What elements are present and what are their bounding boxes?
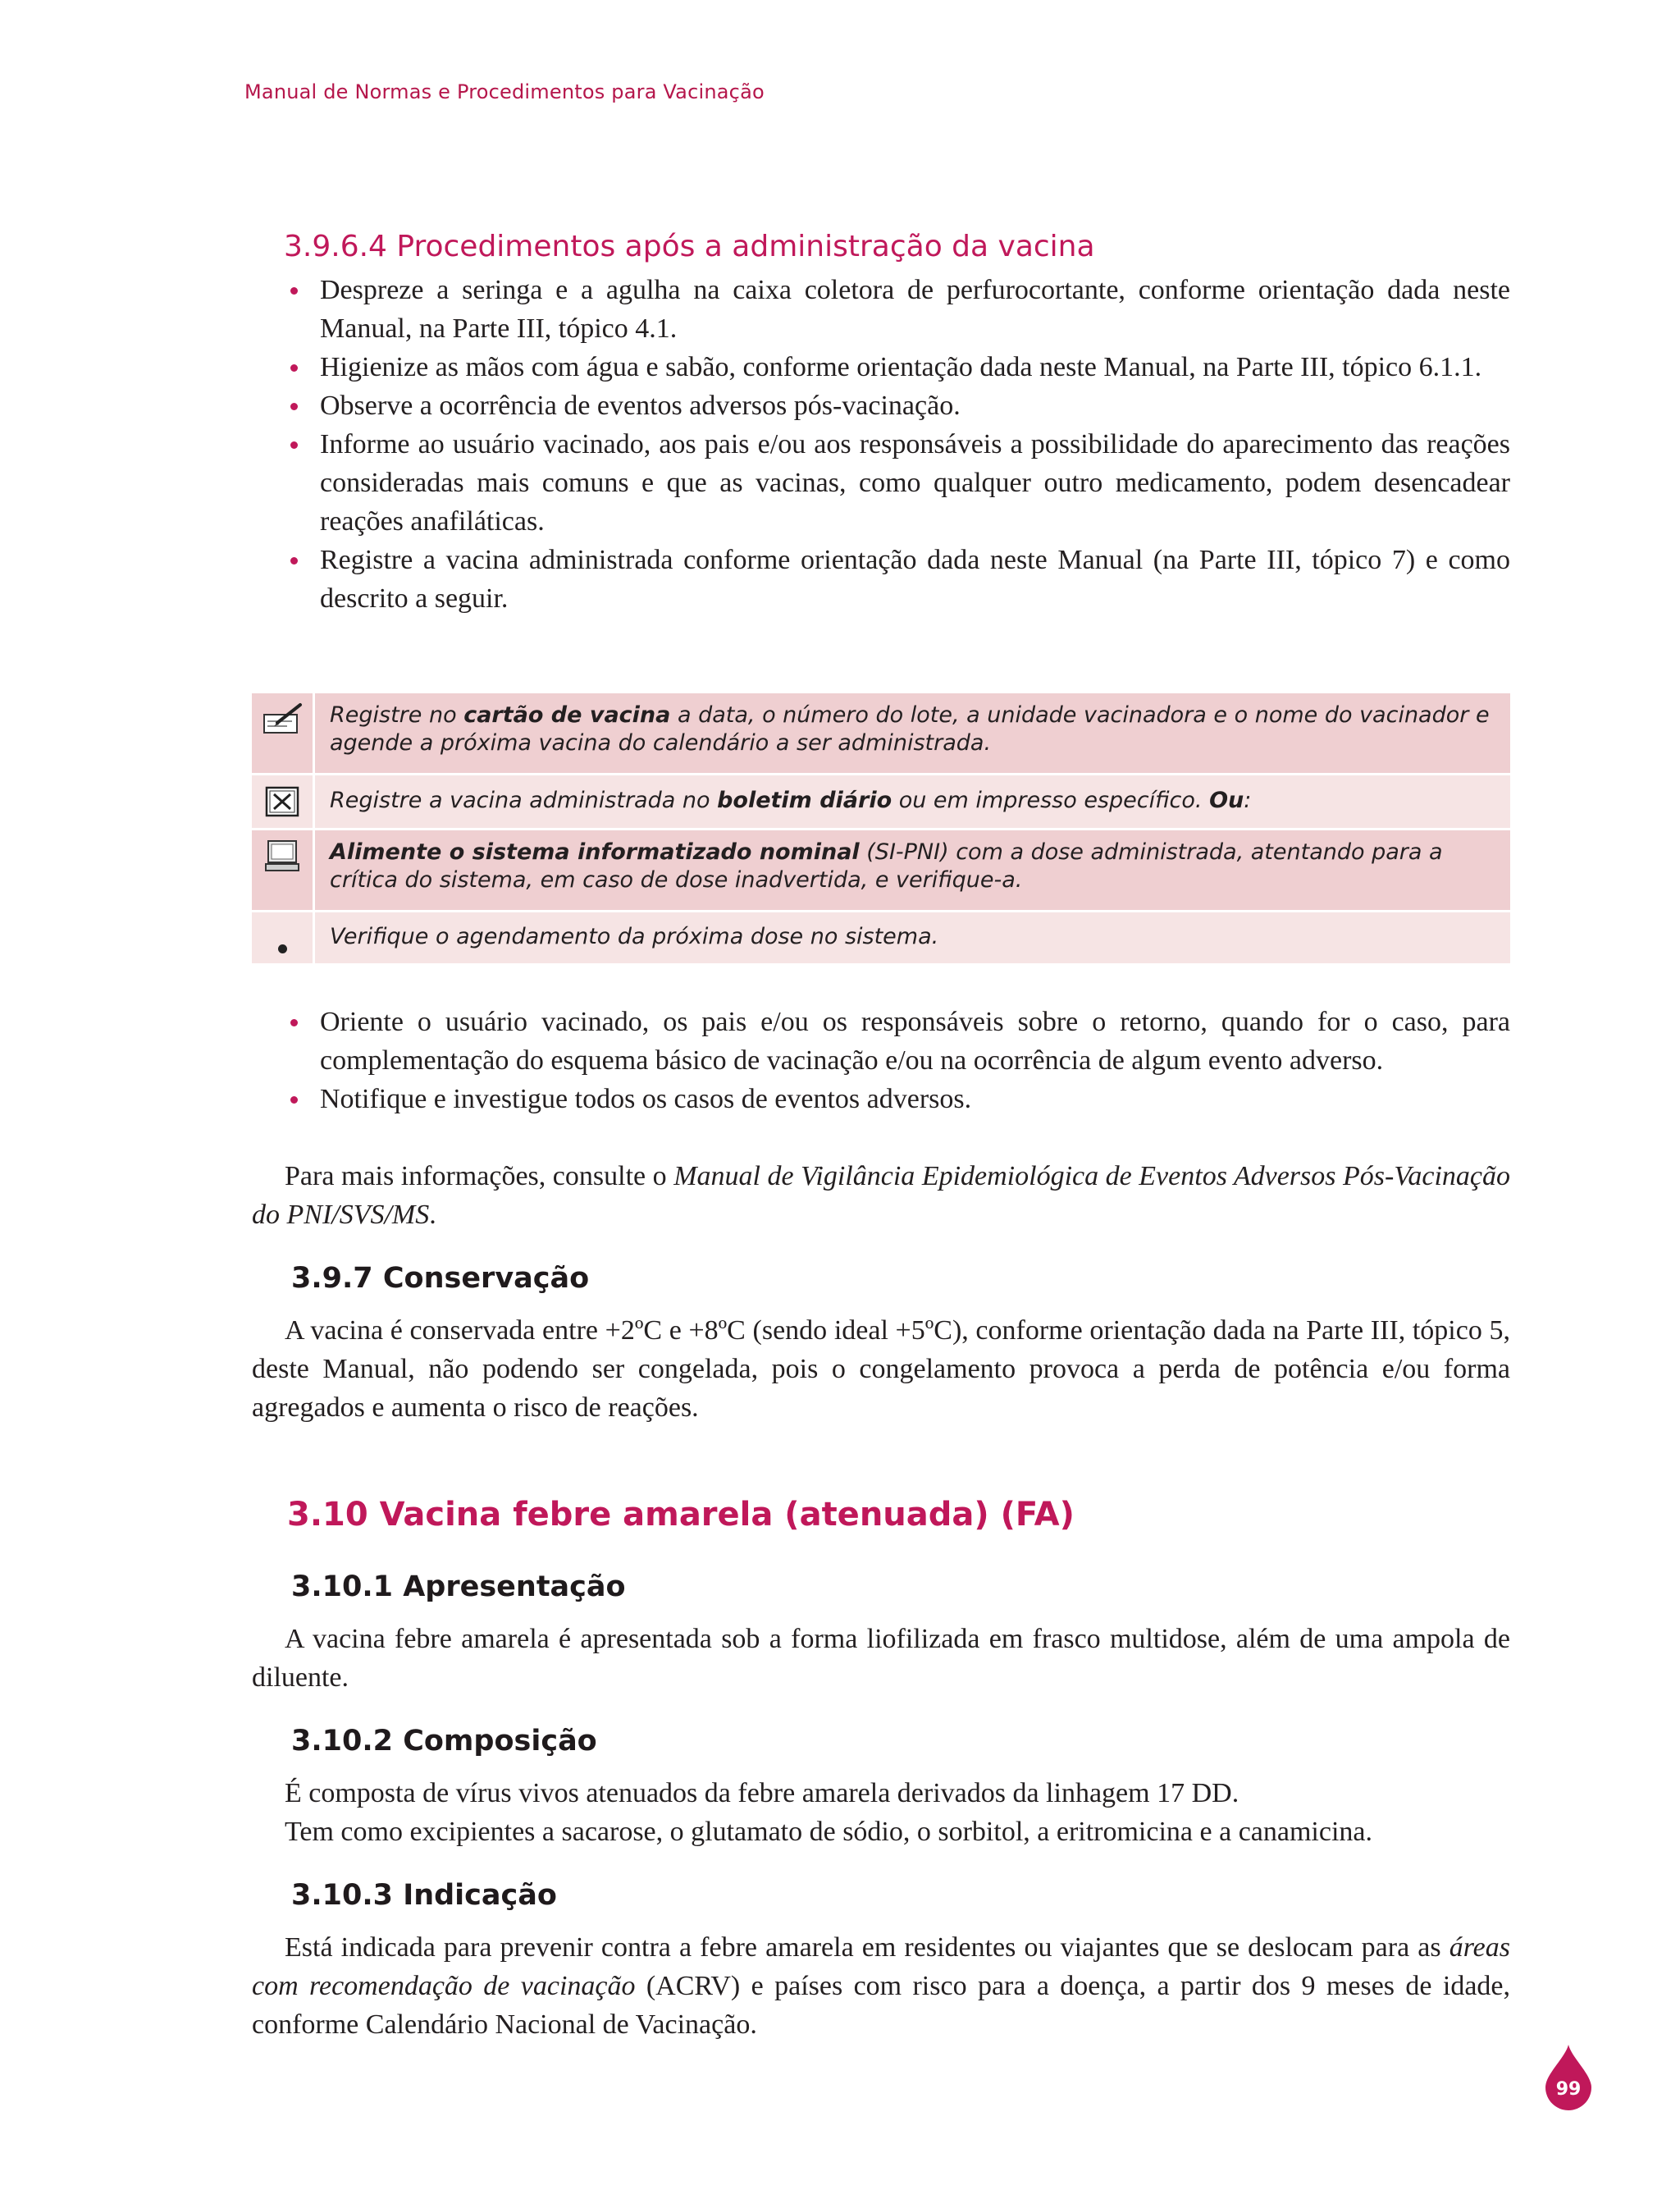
pen-writing-icon <box>259 702 305 736</box>
section-heading-3964: 3.9.6.4 Procedimentos após a administração da vacina <box>284 230 1095 263</box>
section-heading-3102: 3.10.2 Composição <box>291 1725 597 1758</box>
indicacao-paragraph: Está indicada para prevenir contra a febre amarela em residentes ou viajantes que se deslocam para as áreas com recomendação de vacinação (ACRV) e países com risco para a doença, a partir dos 9 meses de idade, conforme Calendário Nacional de Vacinação. <box>252 1932 1510 2040</box>
list-item: Despreze a seringa e a agulha na caixa coletora de perfurocortante, conforme orientação dada neste Manual, na Parte III, tópico 4.1. <box>284 271 1510 348</box>
drop-icon <box>1545 2045 1591 2110</box>
list-item: Observe a ocorrência de eventos adversos pós-vacinação. <box>284 386 1510 425</box>
bullet-icon <box>278 944 287 953</box>
page-number: 99 <box>1555 2079 1582 2100</box>
section-heading-3101: 3.10.1 Apresentação <box>291 1570 626 1603</box>
conservacao-paragraph: A vacina é conservada entre +2ºC e +8ºC (sendo ideal +5ºC), conforme orientação dada na Parte III, tópico 5, deste Manual, não podendo ser congelada, pois o congelamento provoca a perda de potência e/ou forma agregados e aumenta o risco de reações. <box>252 1315 1510 1423</box>
bullet-icon <box>290 364 298 372</box>
section-heading-397: 3.9.7 Conservação <box>291 1262 590 1295</box>
section-heading-3103: 3.10.3 Indicação <box>291 1879 557 1912</box>
registration-row-sistema: Alimente o sistema informatizado nominal (SI-PNI) com a dose administrada, atentando para a crítica do sistema, em caso de dose inadvertida, e verifique-a. <box>252 830 1510 912</box>
registration-row-card: Registre no cartão de vacina a data, o número do lote, a unidade vacinadora e o nome do vacinador e agende a próxima vacina do calendário a ser administrada. <box>252 693 1510 775</box>
list-item: Oriente o usuário vacinado, os pais e/ou os responsáveis sobre o retorno, quando for o caso, para complementação do esquema básico de vacinação e/ou na ocorrência de algum evento adverso. <box>284 1003 1510 1080</box>
list-item: Higienize as mãos com água e sabão, conforme orientação dada neste Manual, na Parte III, tópico 6.1.1. <box>284 348 1510 386</box>
checkbox-x-icon <box>263 785 301 818</box>
running-header: Manual de Normas e Procedimentos para Vacinação <box>244 80 765 103</box>
more-info-paragraph: Para mais informações, consulte o Manual de Vigilância Epidemiológica de Eventos Adversos Pós-Vacinação do PNI/SVS/MS. <box>252 1161 1510 1230</box>
list-item: Registre a vacina administrada conforme orientação dada neste Manual (na Parte III, tópico 7) e como descrito a seguir. <box>284 541 1510 618</box>
bullet-icon <box>290 403 298 410</box>
composicao-line-1: É composta de vírus vivos atenuados da febre amarela derivados da linhagem 17 DD. <box>285 1778 1239 1808</box>
composicao-line-2: Tem como excipientes a sacarose, o glutamato de sódio, o sorbitol, a eritromicina e a canamicina. <box>285 1817 1372 1847</box>
section-heading-310: 3.10 Vacina febre amarela (atenuada) (FA) <box>287 1496 1075 1534</box>
bullet-icon <box>290 1019 298 1026</box>
registration-row-agendamento: Verifique o agendamento da próxima dose no sistema. <box>252 912 1510 963</box>
followup-list <box>284 1003 1510 1118</box>
apresentacao-paragraph: A vacina febre amarela é apresentada sob a forma liofilizada em frasco multidose, além de uma ampola de diluente. <box>252 1624 1510 1693</box>
bullet-icon <box>290 1096 298 1104</box>
bullet-icon <box>290 441 298 449</box>
bullet-icon <box>290 557 298 565</box>
registration-row-boletim: Registre a vacina administrada no boletim diário ou em impresso específico. Ou: <box>252 775 1510 830</box>
procedure-list <box>284 271 1510 618</box>
registration-box <box>252 693 1510 963</box>
list-item: Informe ao usuário vacinado, aos pais e/ou aos responsáveis a possibilidade do aparecimento das reações consideradas mais comuns e que as vacinas, como qualquer outro medicamento, podem desencadear reações anafiláticas. <box>284 425 1510 541</box>
bullet-icon <box>290 287 298 295</box>
page-number-drop <box>1544 2043 1593 2110</box>
list-item: Notifique e investigue todos os casos de eventos adversos. <box>284 1080 1510 1118</box>
computer-icon <box>263 839 301 873</box>
